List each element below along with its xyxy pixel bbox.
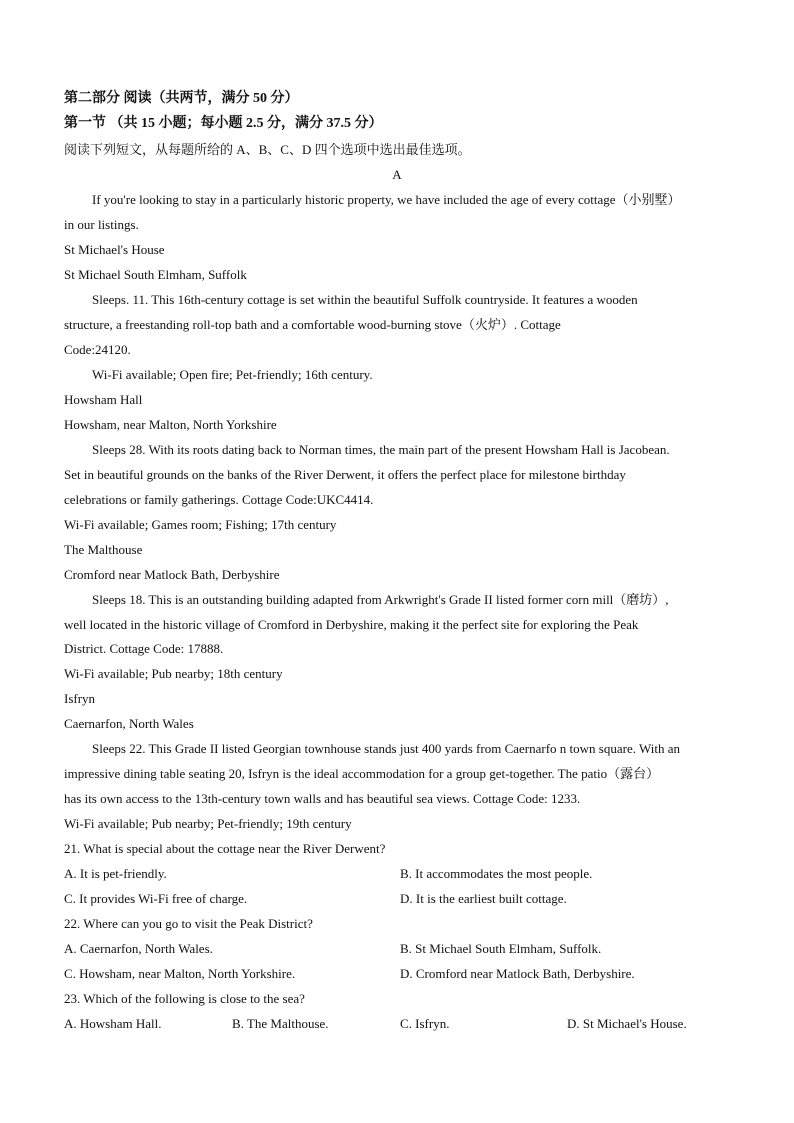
option-b: B. St Michael South Elmham, Suffolk. <box>400 941 602 956</box>
listing-description: well located in the historic village of Cromford in Derbyshire, making it the perfect site for exploring the Peak <box>64 617 639 632</box>
passage-intro: in our listings. <box>64 217 139 232</box>
section-title: 第一节 （共 15 小题；每小题 2.5 分，满分 37.5 分） <box>64 116 383 131</box>
listing-description: Sleeps 28. With its roots dating back to Norman times, the main part of the present Howsham Hall is Jacobean. <box>92 442 670 457</box>
passage-intro: If you're looking to stay in a particularly historic property, we have included the age of every cottage（小别墅） <box>92 192 681 207</box>
listing-description: Set in beautiful grounds on the banks of the River Derwent, it offers the perfect place for milestone birthday <box>64 467 626 482</box>
listing-features: Wi-Fi available; Pub nearby; Pet-friendly; 19th century <box>64 816 352 831</box>
option-a: A. Caernarfon, North Wales. <box>64 941 213 956</box>
listing-location: Cromford near Matlock Bath, Derbyshire <box>64 567 280 582</box>
option-d: D. It is the earliest built cottage. <box>400 891 567 906</box>
listing-location: St Michael South Elmham, Suffolk <box>64 267 247 282</box>
listing-name: Howsham Hall <box>64 392 143 407</box>
listing-description: impressive dining table seating 20, Isfryn is the ideal accommodation for a group get-together. The patio（露台） <box>64 766 660 781</box>
option-c: C. Howsham, near Malton, North Yorkshire. <box>64 966 296 981</box>
listing-description: has its own access to the 13th-century town walls and has beautiful sea views. Cottage Code: 1233. <box>64 791 581 806</box>
passage-label: A <box>392 167 402 182</box>
part-title: 第二部分 阅读（共两节，满分 50 分） <box>64 91 299 106</box>
option-b: B. It accommodates the most people. <box>400 866 593 881</box>
question-stem: 23. Which of the following is close to the sea? <box>64 991 305 1006</box>
question-stem: 22. Where can you go to visit the Peak District? <box>64 916 313 931</box>
listing-description: Code:24120. <box>64 342 131 357</box>
listing-name: The Malthouse <box>64 542 143 557</box>
option-c: C. It provides Wi-Fi free of charge. <box>64 891 248 906</box>
listing-name: Isfryn <box>64 691 96 706</box>
listing-features: Wi-Fi available; Games room; Fishing; 17th century <box>64 517 337 532</box>
instruction: 阅读下列短文，从每题所给的 A、B、C、D 四个选项中选出最佳选项。 <box>64 142 471 157</box>
listing-features: Wi-Fi available; Pub nearby; 18th century <box>64 666 283 681</box>
listing-location: Caernarfon, North Wales <box>64 716 194 731</box>
listing-description: Sleeps 22. This Grade II listed Georgian townhouse stands just 400 yards from Caernarfo n town square. With an <box>92 741 680 756</box>
listing-description: structure, a freestanding roll-top bath and a comfortable wood-burning stove（火炉）. Cottage <box>64 317 561 332</box>
listing-description: District. Cottage Code: 17888. <box>64 641 224 656</box>
listing-features: Wi-Fi available; Open fire; Pet-friendly; 16th century. <box>92 367 373 382</box>
question-stem: 21. What is special about the cottage near the River Derwent? <box>64 841 386 856</box>
option-b: B. The Malthouse. <box>232 1016 329 1031</box>
listing-name: St Michael's House <box>64 242 165 257</box>
option-a: A. Howsham Hall. <box>64 1016 162 1031</box>
option-d: D. Cromford near Matlock Bath, Derbyshire. <box>400 966 635 981</box>
option-c: C. Isfryn. <box>400 1016 450 1031</box>
listing-description: celebrations or family gatherings. Cottage Code:UKC4414. <box>64 492 374 507</box>
listing-description: Sleeps 18. This is an outstanding building adapted from Arkwright's Grade II listed former corn mill（磨坊）, <box>92 592 669 607</box>
option-d: D. St Michael's House. <box>567 1016 687 1031</box>
option-a: A. It is pet-friendly. <box>64 866 167 881</box>
listing-description: Sleeps. 11. This 16th-century cottage is set within the beautiful Suffolk countryside. It features a wooden <box>92 292 638 307</box>
listing-location: Howsham, near Malton, North Yorkshire <box>64 417 277 432</box>
